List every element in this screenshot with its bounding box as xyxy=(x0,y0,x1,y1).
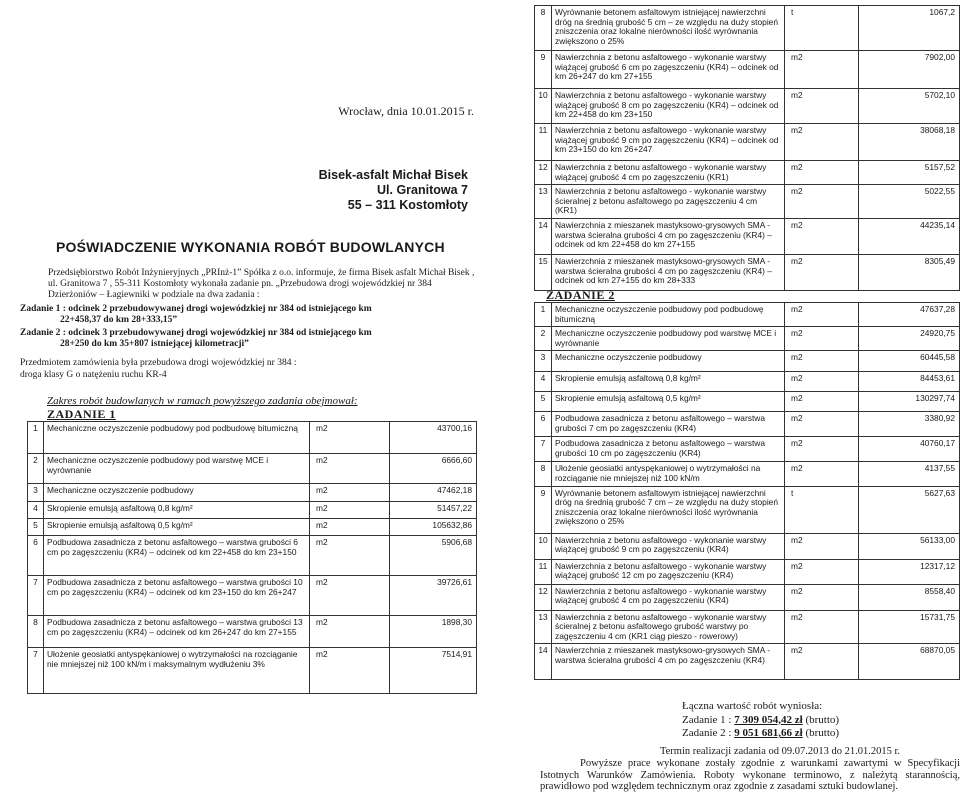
item-description: Mechaniczne oczyszczenie podbudowy xyxy=(552,351,785,372)
row-number: 12 xyxy=(535,584,552,610)
row-number: 8 xyxy=(28,616,44,648)
table-row xyxy=(535,412,960,437)
recipient-street: Ul. Granitowa 7 xyxy=(377,183,468,197)
row-number: 5 xyxy=(28,519,44,536)
closing-statement: Powyższe prace wykonane zostały zgodnie z warunkami zawartymi w Specyfikacji Istotnych Warunków Zamówienia. Roboty wykonane terminowo, z należytą starannością, prawidłowo pod względem technicznym oraz zgodnie z zasadami sztuki budowlanej. xyxy=(540,757,960,793)
item-quantity: 1067,2 xyxy=(859,6,960,51)
item-unit: m2 xyxy=(785,533,859,559)
table-row xyxy=(535,533,960,559)
item-quantity: 47637,28 xyxy=(859,303,960,327)
item-description: Nawierzchnia z betonu asfaltowego - wykonanie warstwy wiążącej grubość 6 cm po zagęszczeniu (KR4) – odcinek od km 26+247 do km 27+155 xyxy=(552,51,785,89)
table-row xyxy=(535,610,960,644)
item-unit: m2 xyxy=(785,644,859,680)
item-description: Nawierzchnia z betonu asfaltowego - wykonanie warstwy wiążącej grubość 9 cm po zagęszczeniu (KR4) – odcinek od km 23+150 do km 26+247 xyxy=(552,124,785,161)
item-unit: m2 xyxy=(785,124,859,161)
row-number: 7 xyxy=(535,437,552,462)
item-quantity: 8305,49 xyxy=(859,254,960,290)
total-zadanie2-note: (brutto) xyxy=(805,727,840,739)
subject-line: Przedmiotem zamówienia była przebudowa drogi wojewódzkiej nr 384 : xyxy=(20,358,297,369)
row-number: 11 xyxy=(535,559,552,584)
intro-text xyxy=(20,268,475,383)
zadanie1-heading: ZADANIE 1 xyxy=(47,407,116,421)
task2-description xyxy=(20,328,475,350)
table-row xyxy=(28,502,477,519)
footer-text xyxy=(540,746,960,793)
table-row xyxy=(535,486,960,533)
item-quantity: 68870,05 xyxy=(859,644,960,680)
item-quantity: 5022,55 xyxy=(859,185,960,219)
table-row xyxy=(535,303,960,327)
item-description: Mechaniczne oczyszczenie podbudowy pod podbudowę bitumiczną xyxy=(552,303,785,327)
item-description: Podbudowa zasadnicza z betonu asfaltowego – warstwa grubości 6 cm po zagęszczeniu (KR4) – odcinek od km 22+458 do km 23+150 xyxy=(44,536,310,576)
item-unit: m2 xyxy=(785,327,859,351)
item-description: Nawierzchnia z betonu asfaltowego - wykonanie warstwy ścieralnej z betonu asfaltowego po zagęszczeniu 4 cm (KR1) xyxy=(552,185,785,219)
table-row xyxy=(535,124,960,161)
document-date: Wrocław, dnia 10.01.2015 r. xyxy=(338,104,474,118)
total-zadanie1 xyxy=(682,714,839,728)
item-description: Mechaniczne oczyszczenie podbudowy pod podbudowę bitumiczną xyxy=(44,422,310,454)
table-row xyxy=(535,89,960,124)
task1-description xyxy=(20,304,475,326)
recipient-city: 55 – 311 Kostomłoty xyxy=(347,198,468,212)
table-row xyxy=(535,372,960,392)
total-zadanie1-value: 7 309 054,42 zł xyxy=(734,713,803,726)
row-number: 11 xyxy=(535,124,552,161)
document-page-right xyxy=(482,0,964,800)
table-row xyxy=(28,422,477,454)
row-number: 7 xyxy=(28,576,44,616)
table-row xyxy=(535,392,960,412)
item-unit: m2 xyxy=(785,437,859,462)
row-number: 10 xyxy=(535,533,552,559)
totals-block xyxy=(682,700,839,741)
item-unit: m2 xyxy=(785,161,859,185)
item-quantity: 5906,68 xyxy=(390,536,477,576)
item-unit: m2 xyxy=(785,218,859,254)
task2-line: Zadanie 2 : odcinek 3 przebudowywanej drogi wojewódzkiej nr 384 od istniejącego km xyxy=(20,328,372,339)
item-unit: m2 xyxy=(785,254,859,290)
table-row xyxy=(535,351,960,372)
table-row xyxy=(535,327,960,351)
row-number: 2 xyxy=(535,327,552,351)
document-title: POŚWIADCZENIE WYKONANIA ROBÓT BUDOWLANYCH xyxy=(56,239,445,255)
item-quantity: 105632,86 xyxy=(390,519,477,536)
row-number: 10 xyxy=(535,89,552,124)
total-zadanie1-note: (brutto) xyxy=(805,713,840,726)
row-number: 1 xyxy=(535,303,552,327)
row-number: 9 xyxy=(535,486,552,533)
totals-heading: Łączna wartość robót wyniosła: xyxy=(682,700,823,712)
table-row xyxy=(535,185,960,219)
row-number: 13 xyxy=(535,185,552,219)
item-unit: m2 xyxy=(785,351,859,372)
row-number: 12 xyxy=(535,161,552,185)
item-unit: m2 xyxy=(785,392,859,412)
table-row xyxy=(535,437,960,462)
item-quantity: 7514,91 xyxy=(390,648,477,694)
item-unit: m2 xyxy=(785,412,859,437)
zadanie2-heading: ZADANIE 2 xyxy=(546,288,615,302)
item-description: Ułożenie geosiatki antyspękaniowej o wytrzymałości na rozciąganie nie mniejszej niż 100 kN/m xyxy=(552,462,785,486)
item-quantity: 38068,18 xyxy=(859,124,960,161)
row-number: 13 xyxy=(535,610,552,644)
row-number: 8 xyxy=(535,6,552,51)
row-number: 6 xyxy=(28,536,44,576)
item-description: Nawierzchnia z mieszanek mastyksowo-grysowych SMA - warstwa ścieralna grubości 4 cm po zagęszczeniu (KR4) – odcinek od km 27+155 do km 28+333 xyxy=(552,254,785,290)
item-unit: m2 xyxy=(785,372,859,392)
intro-paragraph: Przedsiębiorstwo Robót Inżynieryjnych „PRInż-1” Spółka z o.o. informuje, że firma Bisek asfalt Michał Bisek , ul. Granitowa 7 , 55-311 Kostomłoty wykonała zadanie pn. „Przebudowa drogi wojewódzkiej nr 384 Dzierżoniów – Łagiewniki w podziale na dwa zadania : xyxy=(48,268,475,301)
item-unit: m2 xyxy=(310,616,390,648)
zadanie1-table xyxy=(27,421,477,694)
task2-range: 28+250 do km 35+807 istniejącej kilometracji” xyxy=(60,339,249,350)
item-unit: m2 xyxy=(785,89,859,124)
table-row xyxy=(535,218,960,254)
item-description: Podbudowa zasadnicza z betonu asfaltowego – warstwa grubości 10 cm po zagęszczeniu (KR4) xyxy=(552,437,785,462)
row-number: 3 xyxy=(535,351,552,372)
task1-range: 22+458,37 do km 28+333,15” xyxy=(60,314,178,325)
table-row xyxy=(535,584,960,610)
item-unit: m2 xyxy=(310,576,390,616)
item-description: Nawierzchnia z betonu asfaltowego - wykonanie warstwy wiążącej grubość 8 cm po zagęszczeniu (KR4) – odcinek od km 22+458 do km 23+150 xyxy=(552,89,785,124)
row-number: 4 xyxy=(535,372,552,392)
item-description: Nawierzchnia z mieszanek mastyksowo-grysowych SMA - warstwa ścieralna grubości 4 cm po zagęszczeniu (KR4) – odcinek od km 22+458 do km 27+155 xyxy=(552,218,785,254)
item-quantity: 60445,58 xyxy=(859,351,960,372)
table-row xyxy=(535,462,960,486)
scope-heading: Zakres robót budowlanych w ramach powyższego zadania obejmował: xyxy=(47,395,358,407)
table-row xyxy=(535,51,960,89)
recipient-address xyxy=(319,168,468,213)
item-description: Wyrównanie betonem asfaltowym istniejącej nawierzchni dróg na średnią grubość 7 cm – ze względu na duży stopień zniszczenia oraz lokalne nierówności ilość wyrównania zwiększono o 25% xyxy=(552,486,785,533)
item-description: Skropienie emulsją asfaltową 0,8 kg/m² xyxy=(552,372,785,392)
item-quantity: 40760,17 xyxy=(859,437,960,462)
item-quantity: 51457,22 xyxy=(390,502,477,519)
row-number: 2 xyxy=(28,454,44,484)
item-unit: m2 xyxy=(785,559,859,584)
item-description: Mechaniczne oczyszczenie podbudowy pod warstwę MCE i wyrównanie xyxy=(552,327,785,351)
item-description: Podbudowa zasadnicza z betonu asfaltowego – warstwa grubości 7 cm po zagęszczeniu (KR4) xyxy=(552,412,785,437)
item-description: Wyrównanie betonem asfaltowym istniejącej nawierzchni dróg na średnią grubość 5 cm – ze względu na duży stopień zniszczenia oraz lokalne nierówności ilość wyrównania zwiększono o 25% xyxy=(552,6,785,51)
table-row xyxy=(535,644,960,680)
item-quantity: 12317,12 xyxy=(859,559,960,584)
row-number: 4 xyxy=(28,502,44,519)
subject-description xyxy=(20,358,475,380)
item-unit: m2 xyxy=(310,502,390,519)
item-quantity: 3380,92 xyxy=(859,412,960,437)
item-description: Podbudowa zasadnicza z betonu asfaltowego – warstwa grubości 13 cm po zagęszczeniu (KR4) – odcinek od km 26+247 do km 27+155 xyxy=(44,616,310,648)
table-row xyxy=(28,536,477,576)
item-description: Skropienie emulsją asfaltową 0,5 kg/m² xyxy=(44,519,310,536)
item-quantity: 5627,63 xyxy=(859,486,960,533)
total-zadanie2-value: 9 051 681,66 zł xyxy=(734,727,803,739)
item-quantity: 39726,61 xyxy=(390,576,477,616)
item-unit: m2 xyxy=(310,454,390,484)
item-description: Skropienie emulsją asfaltową 0,5 kg/m² xyxy=(552,392,785,412)
item-quantity: 47462,18 xyxy=(390,484,477,502)
item-description: Skropienie emulsją asfaltową 0,8 kg/m² xyxy=(44,502,310,519)
item-quantity: 24920,75 xyxy=(859,327,960,351)
row-number: 9 xyxy=(535,51,552,89)
item-description: Nawierzchnia z betonu asfaltowego - wykonanie warstwy wiążącej grubość 9 cm po zagęszczeniu (KR4) xyxy=(552,533,785,559)
table-row xyxy=(535,6,960,51)
item-unit: t xyxy=(785,6,859,51)
item-quantity: 8558,40 xyxy=(859,584,960,610)
item-quantity: 5702,10 xyxy=(859,89,960,124)
item-unit: m2 xyxy=(785,51,859,89)
zadanie1-table-continued xyxy=(534,5,960,291)
table-row xyxy=(28,519,477,536)
road-class-line: droga klasy G o natężeniu ruchu KR-4 xyxy=(20,369,167,380)
total-zadanie2 xyxy=(682,727,839,741)
item-description: Mechaniczne oczyszczenie podbudowy xyxy=(44,484,310,502)
zadanie2-table xyxy=(534,302,960,680)
completion-term: Termin realizacji zadania od 09.07.2013 do 21.01.2015 r. xyxy=(659,746,901,757)
table-row xyxy=(535,161,960,185)
recipient-name: Bisek-asfalt Michał Bisek xyxy=(318,168,468,182)
row-number: 5 xyxy=(535,392,552,412)
item-quantity: 43700,16 xyxy=(390,422,477,454)
item-description: Nawierzchnia z betonu asfaltowego - wykonanie warstwy wiążącej grubość 12 cm po zagęszczeniu (KR4) xyxy=(552,559,785,584)
task1-line: Zadanie 1 : odcinek 2 przebudowywanej drogi wojewódzkiej nr 384 od istniejącego km xyxy=(20,303,372,314)
item-quantity: 130297,74 xyxy=(859,392,960,412)
total-zadanie1-label: Zadanie 1 : xyxy=(682,713,732,726)
item-description: Podbudowa zasadnicza z betonu asfaltowego – warstwa grubości 10 cm po zagęszczeniu (KR4) – odcinek od km 23+150 do km 26+247 xyxy=(44,576,310,616)
row-number: 7 xyxy=(28,648,44,694)
row-number: 6 xyxy=(535,412,552,437)
table-row xyxy=(28,616,477,648)
item-unit: m2 xyxy=(310,422,390,454)
item-unit: m2 xyxy=(785,610,859,644)
table-row xyxy=(28,576,477,616)
item-unit: m2 xyxy=(785,584,859,610)
item-quantity: 44235,14 xyxy=(859,218,960,254)
item-quantity: 1898,30 xyxy=(390,616,477,648)
row-number: 3 xyxy=(28,484,44,502)
item-description: Ułożenie geosiatki antyspękaniowej o wytrzymałości na rozciąganie nie mniejszej niż 100 kN/m i maksymalnym wydłużeniu 3% xyxy=(44,648,310,694)
item-unit: m2 xyxy=(785,303,859,327)
row-number: 15 xyxy=(535,254,552,290)
item-description: Nawierzchnia z betonu asfaltowego - wykonanie warstwy wiążącej grubość 4 cm po zagęszczeniu (KR4) xyxy=(552,584,785,610)
item-quantity: 4137,55 xyxy=(859,462,960,486)
table-row xyxy=(28,484,477,502)
row-number: 14 xyxy=(535,218,552,254)
item-unit: m2 xyxy=(310,536,390,576)
table-row xyxy=(535,559,960,584)
item-unit: m2 xyxy=(310,519,390,536)
item-quantity: 15731,75 xyxy=(859,610,960,644)
table-row xyxy=(28,454,477,484)
item-unit: t xyxy=(785,486,859,533)
row-number: 8 xyxy=(535,462,552,486)
table-row xyxy=(535,254,960,290)
item-unit: m2 xyxy=(310,648,390,694)
row-number: 1 xyxy=(28,422,44,454)
item-unit: m2 xyxy=(785,185,859,219)
row-number: 14 xyxy=(535,644,552,680)
item-unit: m2 xyxy=(310,484,390,502)
table-row xyxy=(28,648,477,694)
item-quantity: 7902,00 xyxy=(859,51,960,89)
item-unit: m2 xyxy=(785,462,859,486)
item-quantity: 5157,52 xyxy=(859,161,960,185)
item-description: Nawierzchnia z mieszanek mastyksowo-grysowych SMA - warstwa ścieralna grubości 4 cm po zagęszczeniu (KR4) xyxy=(552,644,785,680)
total-zadanie2-label: Zadanie 2 : xyxy=(682,727,732,739)
item-quantity: 84453,61 xyxy=(859,372,960,392)
item-description: Mechaniczne oczyszczenie podbudowy pod warstwę MCE i wyrównanie xyxy=(44,454,310,484)
item-description: Nawierzchnia z betonu asfaltowego - wykonanie warstwy wiążącej grubość 4 cm po zagęszczeniu (KR1) xyxy=(552,161,785,185)
item-quantity: 56133,00 xyxy=(859,533,960,559)
item-quantity: 6666,60 xyxy=(390,454,477,484)
item-description: Nawierzchnia z betonu asfaltowego - wykonanie warstwy ścieralnej z betonu asfaltowego grubość warstwy po zagęszczeniu 4 cm (KR1 ciąg pieszo - rowerowy) xyxy=(552,610,785,644)
